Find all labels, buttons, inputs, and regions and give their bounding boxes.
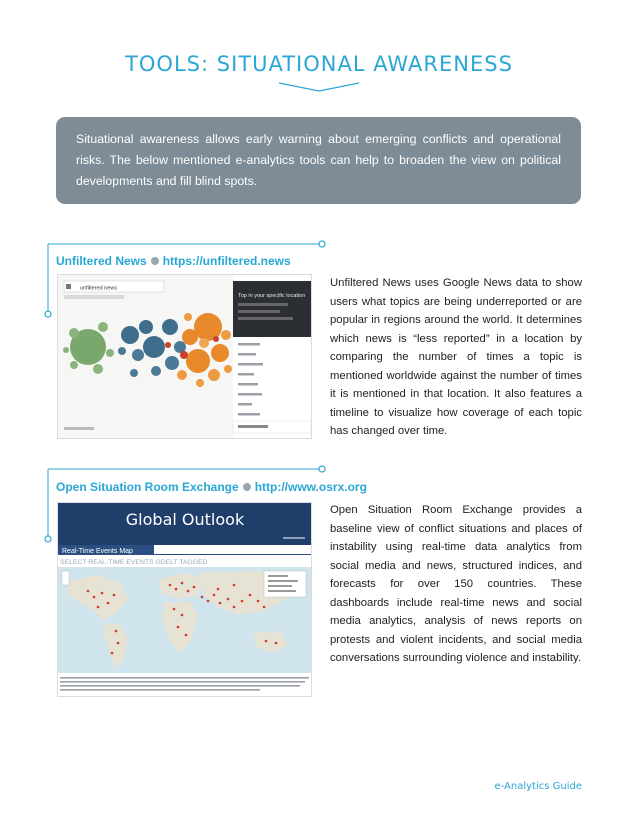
screenshot-map-tab: Real-Time Events Map: [62, 548, 133, 555]
section-description-unfiltered-news: Unfiltered News uses Google News data to show users what topics are being underreported or are popular in regions around the world. It determines which news is “less reported” in a location by comparing the number of times a topic is mentioned worldwide against the number of times it is mentioned in that location. It also features a timeline to visualize how coverage of each topic has changed over time.: [330, 277, 582, 437]
intro-box: [56, 117, 581, 204]
osrx-screenshot: [57, 502, 312, 697]
section-title-osrx: [56, 480, 367, 494]
intro-text: Situational awareness allows early warning about emerging conflicts and operational risks. The below mentioned e-analytics tools can help to broaden the view on political developments and fill blind spots.: [76, 132, 561, 188]
screenshot-search-label: unfiltered news: [80, 285, 117, 292]
section-title-unfiltered-news: [56, 254, 291, 268]
page-title: TOOLS: SITUATIONAL AWARENESS: [125, 52, 513, 76]
bullet-dot: [151, 257, 159, 265]
title-chevron-decoration: [278, 81, 360, 93]
section-url-link[interactable]: http://www.osrx.org: [254, 480, 367, 494]
section-name: Open Situation Room Exchange: [56, 480, 239, 494]
section-name: Unfiltered News: [56, 254, 147, 268]
unfiltered-news-screenshot: [57, 274, 312, 439]
footer-label: e-Analytics Guide: [494, 781, 582, 792]
section-description-osrx: Open Situation Room Exchange provides a baseline view of conflict situations and places of instability using real-time data analytics from social media and news, structured indices, and forecasts for over 150 countries. These dashboards include real-time news and social media analytics, analysis of news reports on protests and violent incidents, and social media conversations surrounding violence and instability.: [330, 504, 582, 664]
section-url-link[interactable]: https://unfiltered.news: [162, 254, 291, 268]
screenshot-panel-heading: Top in your specific location: [238, 293, 306, 299]
screenshot-banner-title: Global Outlook: [125, 510, 245, 529]
screenshot-map-caption: SELECT REAL-TIME EVENTS GDELT TAGGED: [60, 559, 208, 566]
bullet-dot: [243, 483, 251, 491]
